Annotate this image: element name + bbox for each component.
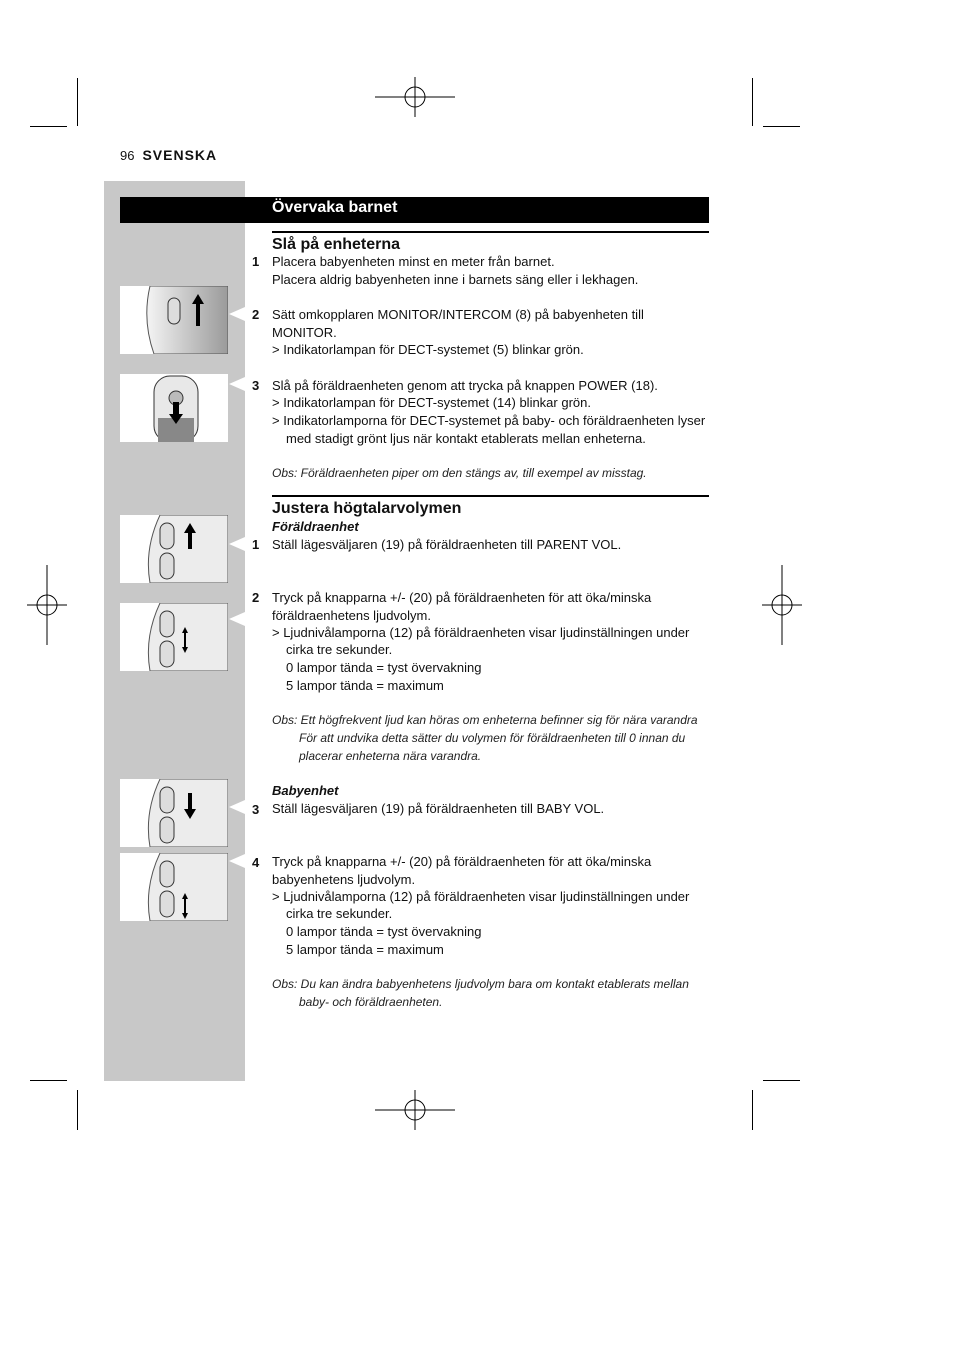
- crop-mark: [77, 78, 78, 126]
- pointer-arrow-icon: [229, 307, 245, 321]
- step-text: babyenhetens ljudvolym.: [272, 872, 416, 887]
- note-text: baby- och föräldraenheten.: [299, 995, 443, 1009]
- crop-mark: [77, 1090, 78, 1130]
- note-text: placerar enheterna nära varandra.: [299, 749, 482, 763]
- step-result: cirka tre sekunder.: [286, 906, 393, 921]
- step-number: 4: [252, 855, 260, 870]
- section-heading: Slå på enheterna: [272, 236, 401, 253]
- parent-unit-power-image: [120, 374, 228, 442]
- crop-mark: [752, 78, 753, 126]
- subheading: Föräldraenhet: [272, 519, 359, 534]
- step-result: 0 lampor tända = tyst övervakning: [286, 660, 482, 675]
- step-text: MONITOR.: [272, 325, 337, 340]
- section-rule: [272, 231, 709, 233]
- step-number: 1: [252, 254, 260, 269]
- section-title-bar: [120, 197, 709, 223]
- registration-mark-icon: [375, 77, 455, 117]
- pointer-arrow-icon: [229, 800, 245, 814]
- pointer-arrow-icon: [229, 612, 245, 626]
- step-result: 0 lampor tända = tyst övervakning: [286, 924, 482, 939]
- parent-vol-selector-image: [120, 515, 228, 583]
- crop-mark: [763, 1080, 800, 1081]
- pointer-arrow-icon: [229, 854, 245, 868]
- registration-mark-icon: [762, 565, 802, 645]
- section-heading: Justera högtalarvolymen: [272, 500, 462, 517]
- page-number: 96: [120, 148, 135, 163]
- baby-vol-selector-image: [120, 779, 228, 847]
- step-text: Tryck på knapparna +/- (20) på föräldraenheten för att öka/minska: [272, 854, 652, 869]
- step-number: 3: [252, 802, 260, 817]
- pointer-arrow-icon: [229, 537, 245, 551]
- language-label: SVENSKA: [142, 147, 218, 163]
- step-result: > Ljudnivålamporna (12) på föräldraenheten visar ljudinställningen under: [272, 625, 690, 640]
- step-text: Ställ lägesväljaren (19) på föräldraenheten till BABY VOL.: [272, 801, 605, 816]
- step-result: 5 lampor tända = maximum: [286, 942, 444, 957]
- crop-mark: [30, 126, 67, 127]
- step-number: 3: [252, 378, 260, 393]
- baby-vol-buttons-image: [120, 853, 228, 921]
- step-result: > Indikatorlampan för DECT-systemet (14) blinkar grön.: [272, 395, 591, 410]
- step-result: > Ljudnivålamporna (12) på föräldraenheten visar ljudinställningen under: [272, 889, 690, 904]
- step-text: Placera babyenheten minst en meter från barnet.: [272, 254, 555, 269]
- registration-mark-icon: [375, 1090, 455, 1130]
- parent-vol-buttons-image: [120, 603, 228, 671]
- crop-mark: [763, 126, 800, 127]
- note-text: För att undvika detta sätter du volymen för föräldraenheten till 0 innan du: [299, 731, 686, 745]
- step-number: 2: [252, 307, 260, 322]
- step-text: Sätt omkopplaren MONITOR/INTERCOM (8) på babyenheten till: [272, 307, 644, 322]
- step-text: Placera aldrig babyenheten inne i barnets säng eller i lekhagen.: [272, 272, 639, 287]
- step-result: > Indikatorlamporna för DECT-systemet på baby- och föräldraenheten lyser: [272, 413, 706, 428]
- step-text: Tryck på knapparna +/- (20) på föräldraenheten för att öka/minska: [272, 590, 652, 605]
- step-result: > Indikatorlampan för DECT-systemet (5) blinkar grön.: [272, 342, 584, 357]
- baby-unit-switch-image: [120, 286, 228, 354]
- step-text: Slå på föräldraenheten genom att trycka på knappen POWER (18).: [272, 378, 658, 393]
- step-text: föräldraenhetens ljudvolym.: [272, 608, 431, 623]
- step-result: med stadigt grönt ljus när kontakt etablerats mellan enheterna.: [286, 431, 646, 446]
- step-result: 5 lampor tända = maximum: [286, 678, 444, 693]
- section-rule: [272, 495, 709, 497]
- subheading: Babyenhet: [272, 783, 339, 798]
- crop-mark: [30, 1080, 67, 1081]
- pointer-arrow-icon: [229, 377, 245, 391]
- note-text: Obs: Föräldraenheten piper om den stängs av, till exempel av misstag.: [272, 466, 647, 480]
- step-result: cirka tre sekunder.: [286, 642, 393, 657]
- registration-mark-icon: [27, 565, 67, 645]
- note-text: Obs: Du kan ändra babyenhetens ljudvolym bara om kontakt etablerats mellan: [272, 977, 689, 991]
- section-title: Övervaka barnet: [272, 199, 398, 216]
- crop-mark: [752, 1090, 753, 1130]
- note-text: Obs: Ett högfrekvent ljud kan höras om enheterna befinner sig för nära varandra: [272, 713, 698, 727]
- step-number: 2: [252, 590, 260, 605]
- step-text: Ställ lägesväljaren (19) på föräldraenheten till PARENT VOL.: [272, 537, 622, 552]
- page-header: [120, 147, 217, 163]
- step-number: 1: [252, 537, 260, 552]
